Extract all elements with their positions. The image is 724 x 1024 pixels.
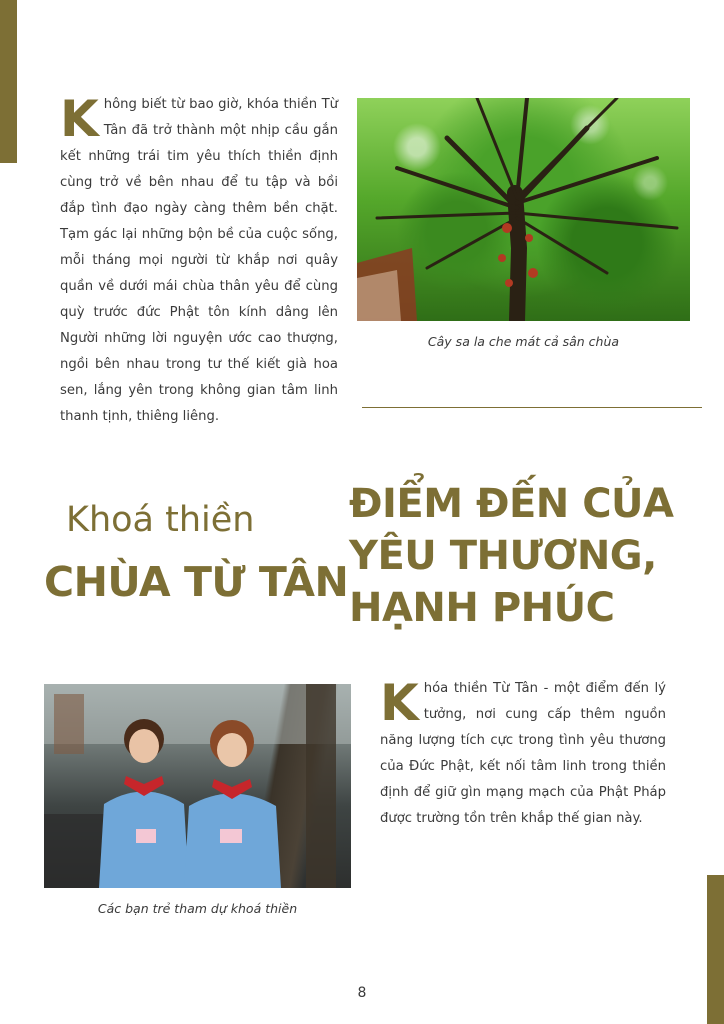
article-paragraph-2 <box>380 676 666 832</box>
paragraph-text: hóa thiền Từ Tân - một điểm đến lý tưởng, nơi cung cấp thêm nguồn năng lượng tích cực trong tình yêu thương của Đức Phật, kết nối tâm linh trong thiền định để giữ gìn mạng mạch của Phật Pháp được trường tồn trên khắp thế gian này. <box>380 681 666 826</box>
tree-illustration <box>357 98 690 321</box>
title-course: Khoá thiền <box>66 500 255 540</box>
sala-tree-photo <box>357 98 690 321</box>
tree-photo-caption: Cây sa la che mát cả sân chùa <box>427 334 620 349</box>
paragraph-text: hông biết từ bao giờ, khóa thiền Từ Tân đã trở thành một nhịp cầu gắn kết những trái tim yêu thích thiền định cùng trở về bên nhau để tu tập và bồi đắp tình đạo ngày càng thêm bền chặt. Tạm gác lại những bộn bề của cuộc sống, mỗi tháng mọi người từ khắp nơi quây quần về dưới mái chùa thân yêu để cùng quỳ trước đức Phật tôn kính dâng lên Người những lời nguyện ước cao thượng, ngồi bên nhau trong tư thế kiết già hoa sen, lắng yên trong không gian tâm linh thanh tịnh, thiêng liêng. <box>60 97 338 424</box>
decorative-bar-bottom-right <box>707 875 724 1024</box>
headline-line-2: YÊU THƯƠNG, <box>349 533 657 579</box>
divider-line <box>362 407 702 408</box>
drop-cap: K <box>60 90 99 148</box>
decorative-bar-top-left <box>0 0 17 163</box>
people-photo-caption: Các bạn trẻ tham dự khoá thiền <box>97 901 298 916</box>
article-paragraph-1 <box>60 92 338 430</box>
title-pagoda-name: CHÙA TỪ TÂN <box>44 558 349 606</box>
headline <box>349 478 674 634</box>
people-illustration <box>44 684 351 888</box>
page-number: 8 <box>357 985 367 1001</box>
drop-cap: K <box>380 674 419 732</box>
headline-line-1: ĐIỂM ĐẾN CỦA <box>349 481 674 527</box>
young-participants-photo <box>44 684 351 888</box>
headline-line-3: HẠNH PHÚC <box>349 585 615 631</box>
